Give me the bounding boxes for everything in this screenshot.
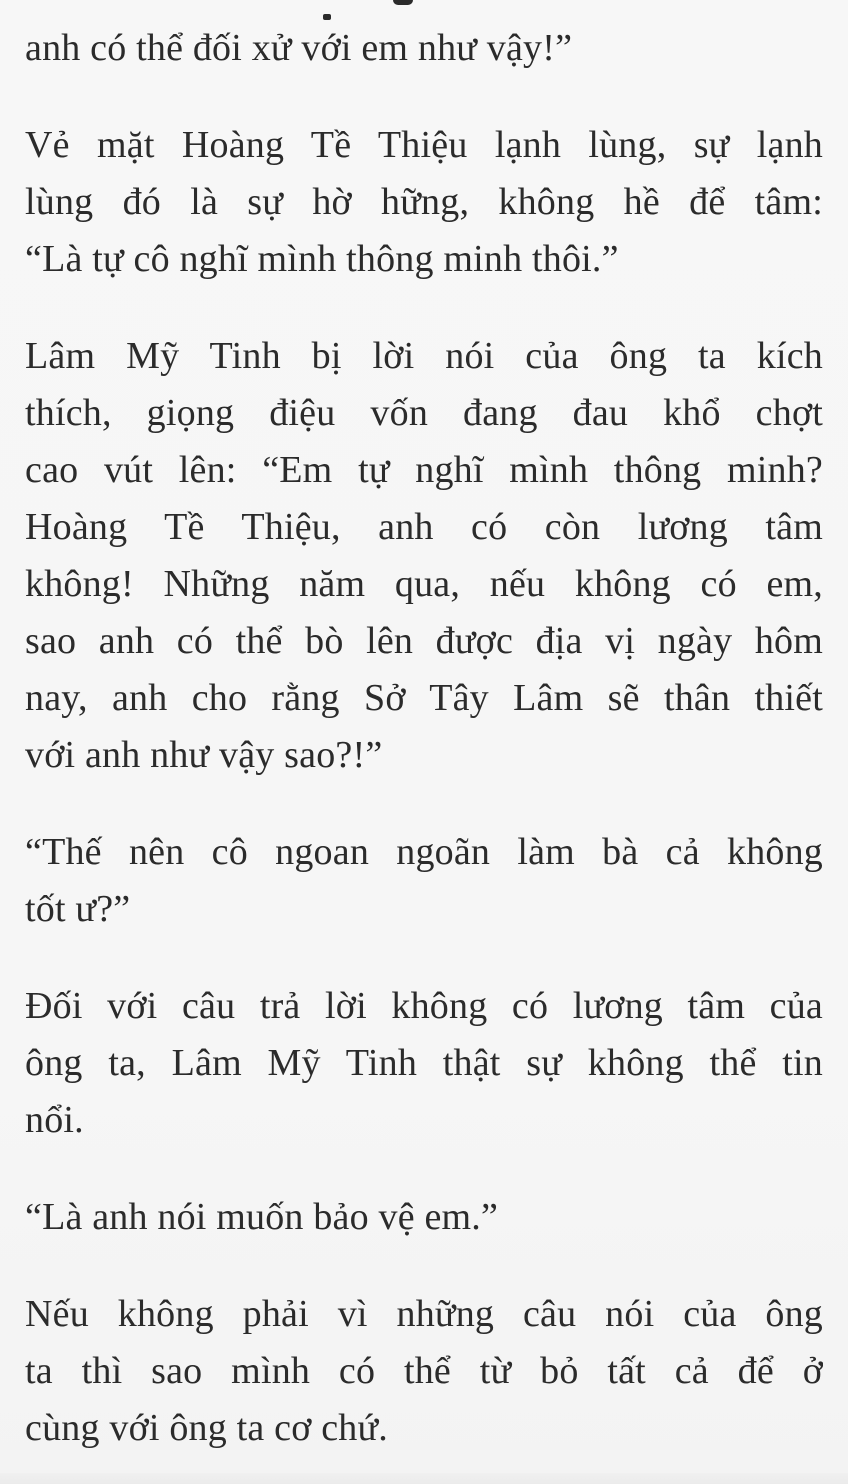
text-line: cùng với ông ta cơ chứ.: [25, 1407, 388, 1449]
text-line: cao vút lên: “Em tự nghĩ mình thông minh?: [25, 449, 823, 491]
text-line: anh có thể đối xử với em như vậy!”: [25, 27, 573, 69]
paragraph: [25, 824, 823, 938]
clipped-line-fragment: [393, 0, 413, 5]
text-line: Lâm Mỹ Tinh bị lời nói của ông ta kích: [25, 335, 823, 377]
text-line: sao anh có thể bò lên được địa vị ngày hôm: [25, 620, 823, 662]
paragraph: [25, 20, 823, 77]
text-line: ông ta, Lâm Mỹ Tinh thật sự không thể tin: [25, 1042, 823, 1084]
paragraph: [25, 1286, 823, 1457]
text-line: Hoàng Tề Thiệu, anh có còn lương tâm: [25, 506, 823, 548]
text-line: thích, giọng điệu vốn đang đau khổ chợt: [25, 392, 823, 434]
text-line: Đối với câu trả lời không có lương tâm của: [25, 985, 823, 1027]
clipped-line-fragment: [323, 14, 331, 20]
text-line: nổi.: [25, 1099, 84, 1141]
text-line: “Là anh nói muốn bảo vệ em.”: [25, 1196, 499, 1238]
paragraph: [25, 117, 823, 288]
text-line: “Là tự cô nghĩ mình thông minh thôi.”: [25, 238, 619, 280]
text-line: Nếu không phải vì những câu nói của ông: [25, 1293, 823, 1335]
text-line: không! Những năm qua, nếu không có em,: [25, 563, 823, 605]
bottom-edge-bar: [0, 1473, 848, 1484]
text-line: Vẻ mặt Hoàng Tề Thiệu lạnh lùng, sự lạnh: [25, 124, 823, 166]
text-line: lùng đó là sự hờ hững, không hề để tâm:: [25, 181, 823, 223]
text-line: nay, anh cho rằng Sở Tây Lâm sẽ thân thiết: [25, 677, 823, 719]
text-line: “Thế nên cô ngoan ngoãn làm bà cả không: [25, 831, 823, 873]
text-line: tốt ư?”: [25, 888, 131, 930]
paragraph: [25, 328, 823, 784]
paragraph: [25, 1189, 823, 1246]
text-line: với anh như vậy sao?!”: [25, 734, 383, 776]
text-line: ta thì sao mình có thể từ bỏ tất cả để ở: [25, 1350, 823, 1392]
paragraph: [25, 978, 823, 1149]
